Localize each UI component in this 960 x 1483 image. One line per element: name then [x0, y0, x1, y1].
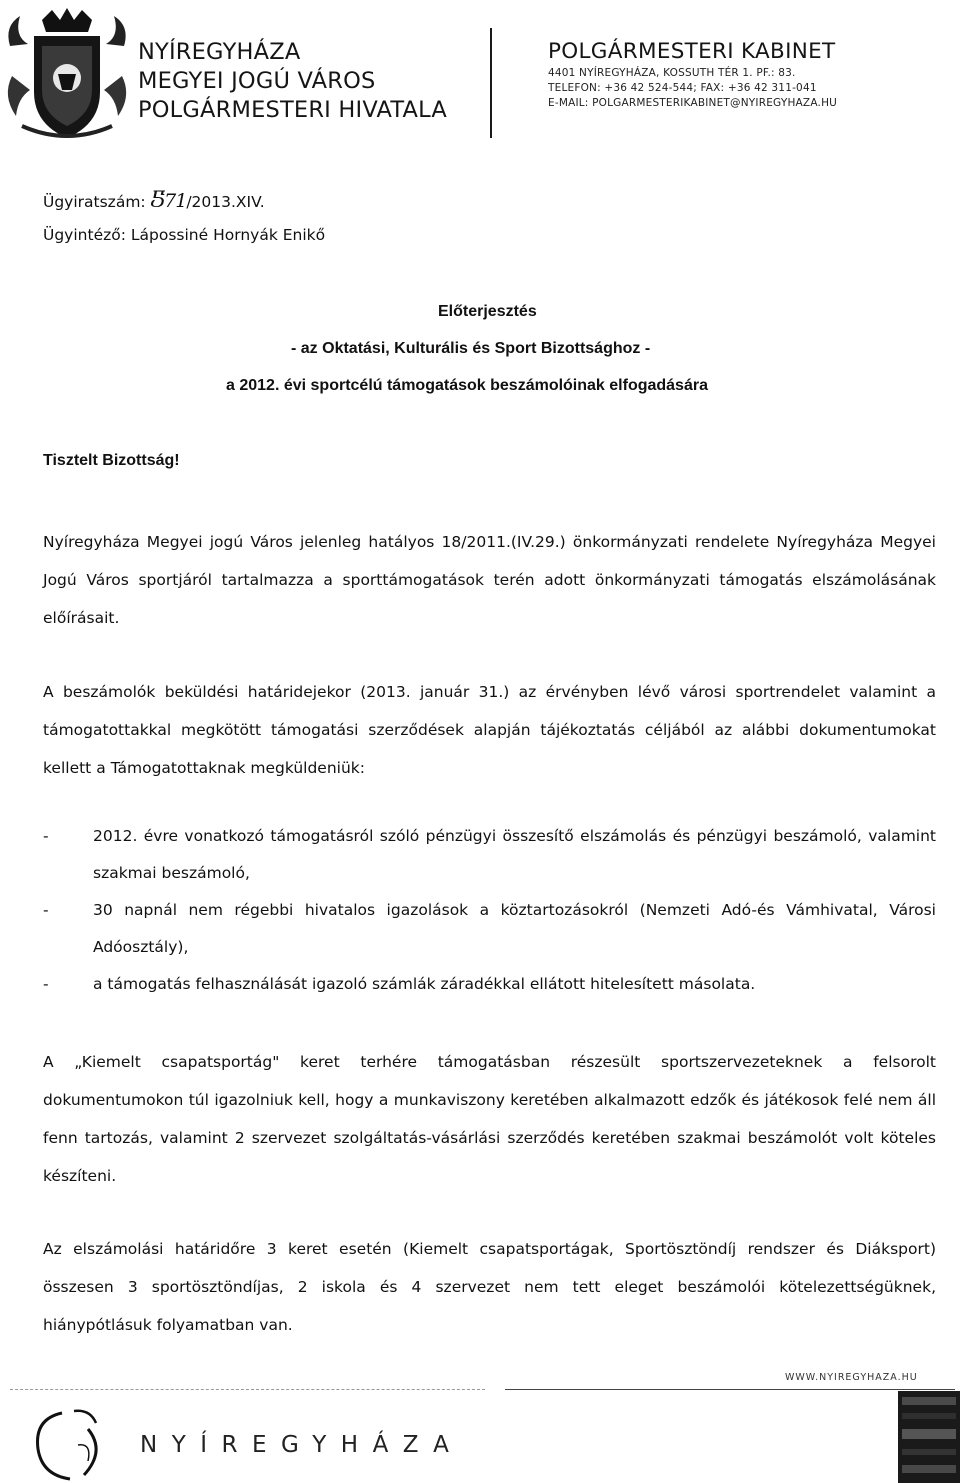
list-item: [43, 818, 936, 892]
city-coat-of-arms-icon: [2, 6, 132, 146]
salutation: Tisztelt Bizottság!: [43, 452, 180, 469]
organization-name: [138, 38, 447, 125]
document-subject: a 2012. évi sportcélú támogatások beszámolóinak elfogadására: [226, 377, 708, 394]
paragraph-deadline: A beszámolók beküldési határidejekor (2013. január 31.) az érvényben lévő városi sportrendelet valamint a támogatottakkal megkötött támogatási szerződések alapján tájékoztatás céljából az alábbi dokumentumokat kellett a Támogatottaknak megküldeniük:: [43, 683, 936, 777]
org-line-3: POLGÁRMESTERI HIVATALA: [138, 97, 447, 123]
officer-label: Ügyintéző:: [43, 226, 126, 244]
phone-fax-line: TELEFON: +36 42 524-544; FAX: +36 42 311-041: [548, 82, 817, 94]
list-item-text: 30 napnál nem régebbi hivatalos igazolások a köztartozásokról (Nemzeti Adó-és Vámhivatal, Városi Adóosztály),: [93, 901, 936, 956]
letterhead-divider: [490, 28, 492, 138]
email-line: E-MAIL: POLGARMESTERIKABINET@NYIREGYHAZA.HU: [548, 97, 838, 109]
list-item: [43, 892, 936, 966]
cabinet-title: POLGÁRMESTERI KABINET: [548, 39, 836, 64]
paragraph-regulation: Nyíregyháza Megyei jogú Város jelenleg hatályos 18/2011.(IV.29.) önkormányzati rendelete Nyíregyháza Megyei Jogú Város sportjáról tartalmazza a sporttámogatások terén adott önkormányzati támogatás elszámolásának előírásait.: [43, 533, 936, 627]
file-number: [43, 190, 265, 212]
org-line-1: NYÍREGYHÁZA: [138, 39, 301, 65]
document-recipient: - az Oktatási, Kulturális és Sport Bizottsághoz -: [291, 340, 651, 357]
list-dash: -: [43, 827, 49, 845]
required-documents-list: [43, 818, 936, 1003]
file-number-suffix: /2013.XIV.: [186, 193, 265, 211]
officer-name: Lápossiné Hornyák Enikő: [130, 226, 326, 244]
file-number-label: Ügyiratszám:: [43, 193, 146, 211]
paragraph-missing-reports: Az elszámolási határidőre 3 keret esetén (Kiemelt csapatsportágak, Sportösztöndíj rendszer és Diáksport) összesen 3 sportösztöndíjas, 2 iskola és 4 szervezet nem tett eleget beszámolói kötelezettségüknek, hiánypótlásuk folyamatban van.: [43, 1240, 936, 1334]
file-number-handwritten: Ⴝ71: [150, 190, 187, 212]
footer-divider: [505, 1389, 955, 1390]
footer-decorative-block-icon: [898, 1391, 960, 1483]
footer-website: WWW.NYIREGYHAZA.HU: [785, 1372, 918, 1383]
org-line-2: MEGYEI JOGÚ VÁROS: [138, 68, 376, 94]
document-title: Előterjesztés: [438, 303, 537, 320]
officer: [43, 226, 325, 244]
city-logo-mark-icon: [30, 1405, 110, 1483]
footer-city-name: NYÍREGYHÁZA: [140, 1432, 464, 1458]
list-dash: -: [43, 901, 49, 919]
list-dash: -: [43, 975, 49, 993]
list-item-text: 2012. évre vonatkozó támogatásról szóló pénzügyi összesítő elszámolás és pénzügyi beszámoló, valamint szakmai beszámoló,: [93, 827, 936, 882]
list-item: [43, 966, 936, 1003]
address-line: 4401 NYÍREGYHÁZA, KOSSUTH TÉR 1. PF.: 83.: [548, 67, 796, 79]
paragraph-priority-sports: A „Kiemelt csapatsportág" keret terhére támogatásban részesült sportszervezeteknek a felsorolt dokumentumokon túl igazolniuk kell, hogy a munkaviszony keretében alkalmazott edzők és játékosok felé nem áll fenn tartozás, valamint 2 szervezet szolgáltatás-vásárlási szerződés keretében szakmai beszámolót volt köteles készíteni.: [43, 1053, 936, 1185]
footer-divider-dashed: [10, 1389, 485, 1390]
list-item-text: a támogatás felhasználását igazoló számlák záradékkal ellátott hitelesített másolata.: [93, 975, 756, 993]
